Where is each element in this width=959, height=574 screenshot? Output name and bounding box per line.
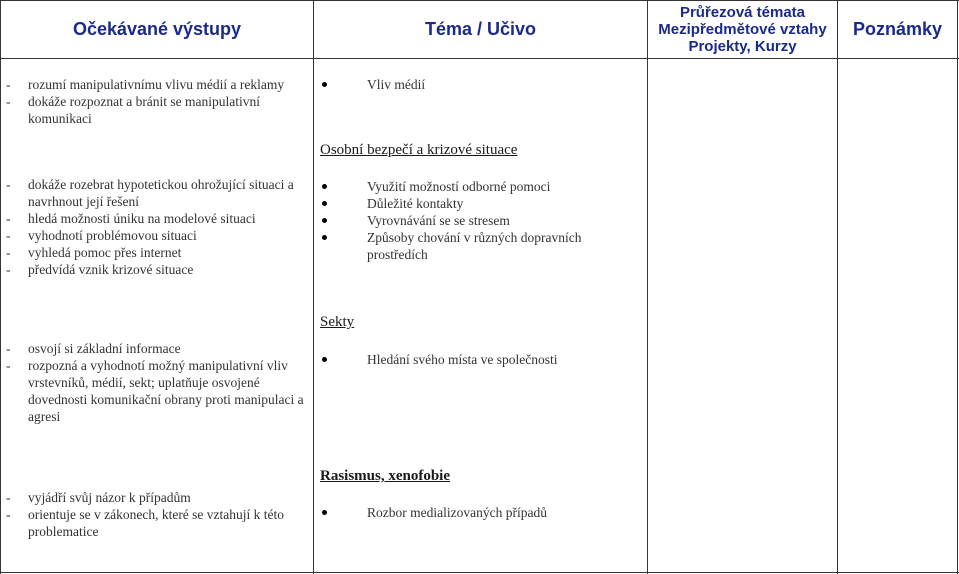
topic-text: Hledání svého místa ve společnosti: [367, 352, 558, 367]
topic-text: Využití možností odborné pomoci: [367, 179, 551, 194]
column-divider-5: [957, 0, 958, 574]
outcome-text: rozumí manipulativnímu vlivu médií a reklamy: [28, 77, 285, 92]
outcome-text: osvojí si základní informace: [28, 341, 181, 356]
outcome-text: orientuje se v zákonech, které se vztahují k této problematice: [28, 507, 285, 539]
topic-text: Způsoby chování v různých dopravních prostředích: [367, 230, 582, 262]
topic-item: [320, 229, 620, 263]
header-cross-topics-line2: Mezipředmětové vztahy: [658, 20, 827, 38]
topic-item: [320, 195, 620, 212]
bullet-icon: [320, 229, 367, 263]
column-divider-1: [0, 0, 1, 574]
outcome-item: - rozumí manipulativnímu vlivu médií a reklamy: [6, 76, 312, 93]
bullet-icon: [320, 351, 367, 368]
topic-text: Vliv médií: [367, 77, 426, 92]
row1-outcomes: [6, 76, 312, 127]
section-heading-racism: Rasismus, xenofobie: [320, 468, 451, 484]
outcome-item: - dokáže rozpoznat a bránit se manipulativní komunikaci: [6, 93, 312, 127]
row4-outcomes: [6, 489, 312, 540]
row1-topics: [320, 76, 640, 93]
section-heading-safety: Osobní bezpečí a krizové situace: [320, 142, 518, 158]
outcome-text: dokáže rozebrat hypotetickou ohrožující situaci a navrhnout její řešení: [28, 177, 294, 209]
outcome-text: vyhledá pomoc přes internet: [28, 245, 182, 260]
header-outcomes: Očekávané výstupy: [72, 18, 242, 39]
topic-text: Důležité kontakty: [367, 196, 464, 211]
outcome-text: rozpozná a vyhodnotí možný manipulativní vliv vrstevníků, médií, sekt; uplatňuje osvojené dovednosti komunikační obrany proti manipulaci a agresi: [28, 358, 304, 424]
topic-item: [320, 351, 640, 368]
header-bottom-border: [0, 58, 959, 59]
header-cross-topics-line1: Průřezová témata: [679, 3, 806, 21]
header-cross-topics-line3: Projekty, Kurzy: [688, 37, 797, 55]
column-divider-3: [647, 0, 648, 574]
topic-text: Rozbor medializovaných případů: [367, 505, 547, 520]
outcome-item: - vyhledá pomoc přes internet: [6, 244, 312, 261]
row4-topics: [320, 504, 640, 521]
bullet-icon: [320, 76, 367, 93]
row2-outcomes: [6, 176, 312, 278]
outcome-item: - vyjádří svůj názor k případům: [6, 489, 312, 506]
section-heading-sects: Sekty: [320, 314, 355, 330]
header-notes: Poznámky: [852, 18, 943, 39]
outcome-text: vyhodnotí problémovou situaci: [28, 228, 197, 243]
outcome-item: - dokáže rozebrat hypotetickou ohrožující situaci a navrhnout její řešení: [6, 176, 312, 210]
outcome-item: - hledá možnosti úniku na modelové situaci: [6, 210, 312, 227]
outcome-text: předvídá vznik krizové situace: [28, 262, 194, 277]
outcome-item: - vyhodnotí problémovou situaci: [6, 227, 312, 244]
column-divider-2: [313, 0, 314, 574]
outcome-item: - osvojí si základní informace: [6, 340, 312, 357]
outcome-text: dokáže rozpoznat a bránit se manipulativní komunikaci: [28, 94, 261, 126]
row3-topics: [320, 351, 640, 368]
row3-outcomes: [6, 340, 312, 425]
topic-text: Vyrovnávání se se stresem: [367, 213, 510, 228]
header-cross-topics: [648, 0, 837, 58]
bullet-icon: [320, 195, 367, 212]
topic-item: [320, 504, 640, 521]
topic-item: [320, 178, 620, 195]
table-bottom-border: [0, 572, 959, 573]
outcome-text: hledá možnosti úniku na modelové situaci: [28, 211, 256, 226]
bullet-icon: [320, 178, 367, 195]
outcome-item: - orientuje se v zákonech, které se vztahují k této problematice: [6, 506, 312, 540]
column-divider-4: [837, 0, 838, 574]
bullet-icon: [320, 504, 367, 521]
bullet-icon: [320, 212, 367, 229]
topic-item: [320, 212, 620, 229]
outcome-item: - předvídá vznik krizové situace: [6, 261, 312, 278]
topic-item: [320, 76, 640, 93]
row2-topics: [320, 178, 620, 263]
outcome-text: vyjádří svůj názor k případům: [28, 490, 191, 505]
header-topic: Téma / Učivo: [424, 18, 537, 39]
outcome-item: - rozpozná a vyhodnotí možný manipulativní vliv vrstevníků, médií, sekt; uplatňuje osvojené dovednosti komunikační obrany proti manipulaci a agresi: [6, 357, 312, 425]
